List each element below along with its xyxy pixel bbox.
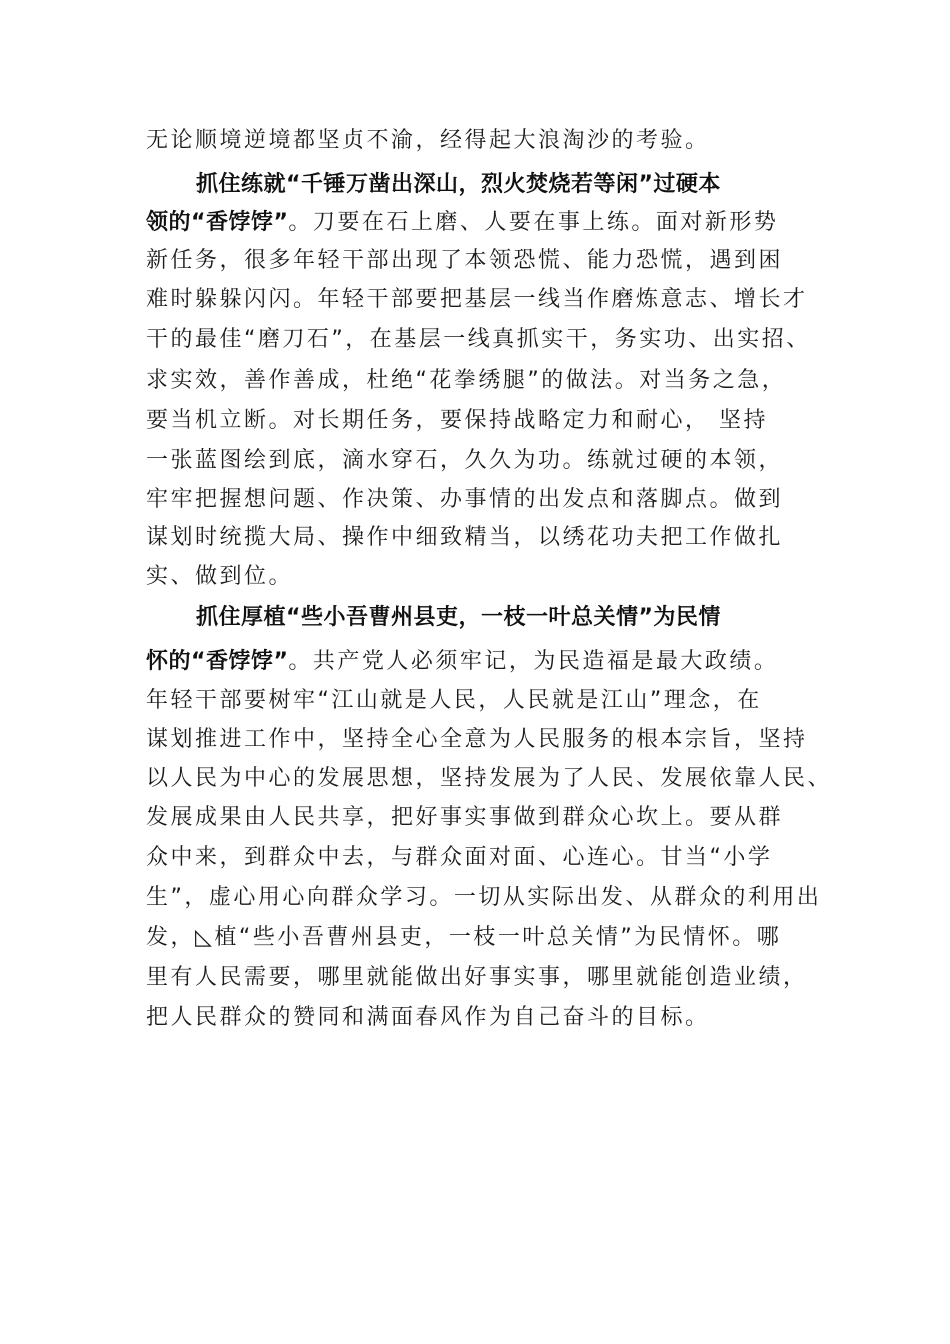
text-line: 年轻干部要树牢“江山就是人民，人民就是江山”理念，在 <box>146 688 762 713</box>
text-line-rest: 。刀要在石上磨、人要在事上练。面对新形势 <box>288 210 779 235</box>
text-line: 干的最佳“磨刀石”，在基层一线真抓实干，务实功、出实招、 <box>146 327 811 352</box>
text-line: 里有人民需要，哪里就能做出好事实事，哪里就能创造业绩， <box>146 965 808 990</box>
text-line <box>146 208 778 238</box>
section-heading: 抓住厚植“些小吾曹州县吏，一枝一叶总关情”为民情 <box>196 605 721 630</box>
text-line: 众中来，到群众中去，与群众面对面、心连心。甘当“小学 <box>146 845 773 870</box>
text-line: 生”，虚心用心向群众学习。一切从实际出发、从群众的利用出 <box>146 885 822 910</box>
section-heading-tail: 怀的“香饽饽” <box>146 649 289 674</box>
text-line: 谋划推进工作中，坚持全心全意为人民服务的根本宗旨，坚持 <box>146 727 808 752</box>
text-line: 谋划时统揽大局、操作中细致精当，以绣花功夫把工作做扎 <box>146 525 784 550</box>
text-line: 新任务，很多年轻干部出现了本领恐慌、能力恐慌，遇到困 <box>146 248 784 273</box>
text-line: 把人民群众的赞同和满面春风作为自己奋斗的目标。 <box>146 1005 710 1030</box>
text-line: 求实效，善作善成，杜绝“花拳绣腿”的做法。对当务之急， <box>146 368 787 393</box>
text-line: 发展成果由人民共享，把好事实事做到群众心坎上。要从群 <box>146 805 784 830</box>
text-line: 无论顺境逆境都坚贞不渝，经得起大浪淘沙的考验。 <box>146 128 710 153</box>
section-heading: 抓住练就“千锤万凿出深山，烈火焚烧若等闲”过硬本 <box>196 172 721 197</box>
text-line: 发，◺植“些小吾曹州县吏，一枝一叶总关情”为民情怀。哪 <box>146 925 782 950</box>
text-line: 实、做到位。 <box>146 564 294 589</box>
text-line: 一张蓝图绘到底，滴水穿石，久久为功。练就过硬的本领， <box>146 448 784 473</box>
text-line: 牢牢把握想问题、作决策、办事情的出发点和落脚点。做到 <box>146 487 784 512</box>
text-line: 难时躲躲闪闪。年轻干部要把基层一线当作磨炼意志、增长才 <box>146 287 808 312</box>
section-heading-tail: 领的“香饽饽” <box>146 210 289 235</box>
text-line: 以人民为中心的发展思想，坚持发展为了人民、发展依靠人民、 <box>146 766 833 791</box>
text-line-rest: 。共产党人必须牢记，为民造福是最大政绩。 <box>288 649 779 674</box>
text-line <box>146 647 778 677</box>
text-line: 要当机立断。对长期任务，要保持战略定力和耐心， 坚持 <box>146 408 768 433</box>
